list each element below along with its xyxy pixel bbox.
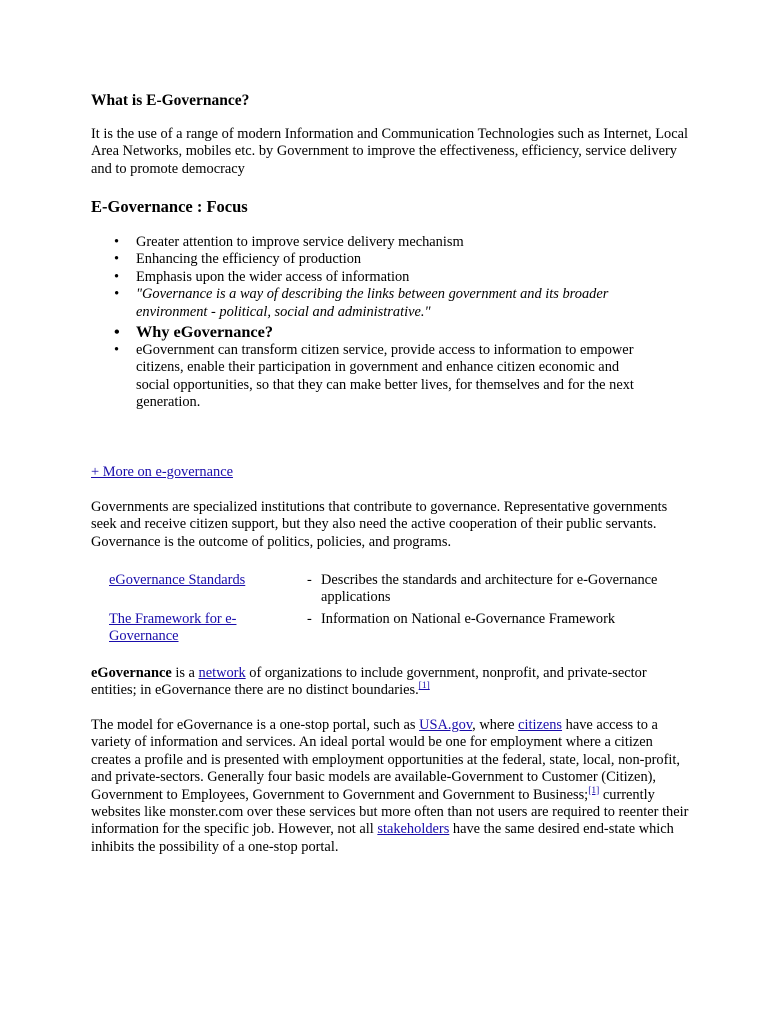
separator-dash: - <box>307 572 312 588</box>
link-description: Information on National e-Governance Framework <box>321 610 616 627</box>
separator-dash: - <box>307 610 312 627</box>
intro-paragraph: It is the use of a range of modern Information and Communication Technologies such as Internet, Local Area Networks, mobiles etc. by Government to improve the effectiveness, efficiency, service delivery and to promote democracy <box>91 126 688 177</box>
more-link-container <box>91 464 233 481</box>
list-item: • eGovernment can transform citizen service, provide access to information to empower citizens, enable their participation in government and enhance citizen economic and social opportunities, so that they can make better lives, for themselves and for the next generation. <box>91 342 651 412</box>
network-paragraph: eGovernance is a network of organizations to include government, nonprofit, and private-sector entities; in eGovernance there are no distinct boundaries.[1] <box>91 665 647 699</box>
citizens-link[interactable]: citizens <box>518 717 563 733</box>
citation-link[interactable]: [1] <box>588 785 600 796</box>
citation-link[interactable]: [1] <box>418 681 430 692</box>
list-item: • Emphasis upon the wider access of information <box>91 269 651 286</box>
table-row <box>91 572 676 607</box>
link-description: Describes the standards and architecture for e-Governance applications <box>321 572 658 606</box>
usa-gov-link[interactable]: USA.gov <box>419 717 473 733</box>
page-title: What is E-Governance? <box>91 92 250 109</box>
stakeholders-link[interactable]: stakeholders <box>377 821 450 838</box>
governments-paragraph: Governments are specialized institutions that contribute to governance. Representative governments seek and receive citizen support, but they also need the active cooperation of their public servants. Governance is the outcome of politics, policies, and programs. <box>91 499 668 550</box>
quote-list-item: • "Governance is a way of describing the links between government and its broader environment - political, social and administrative." <box>91 286 651 321</box>
egovernance-term: eGovernance <box>91 665 172 681</box>
list-item: • Enhancing the efficiency of production <box>91 251 651 268</box>
focus-list <box>91 234 651 412</box>
list-item: • Greater attention to improve service delivery mechanism <box>91 234 651 251</box>
framework-link[interactable]: The Framework for e-Governance <box>109 610 237 645</box>
network-link[interactable]: network <box>198 665 246 681</box>
egovernance-standards-link[interactable]: eGovernance Standards <box>109 572 246 588</box>
more-egovernance-link[interactable]: + More on e-governance <box>91 464 233 480</box>
related-links-table <box>91 572 676 646</box>
focus-heading: E-Governance : Focus <box>91 197 248 216</box>
why-egovernance-heading: • Why eGovernance? <box>91 322 651 342</box>
model-paragraph: The model for eGovernance is a one-stop portal, such as USA.gov, where citizens have access to a variety of information and services. An ideal portal would be one for employment where a citizen creates a profile and is presented with employment opportunities at the federal, state, local, non-profit, and private-sectors. Generally four basic models are available-Government to Customer (Citizen), Government to Employees, Government to Government and Government to Business;[1] currently websites like monster.com over these services but more often than not users are required to reenter their information for the specific job. However, not all stakeholders have the same desired end-state which inhibits the possibility of a one-stop portal. <box>91 717 689 855</box>
table-row <box>91 607 676 646</box>
